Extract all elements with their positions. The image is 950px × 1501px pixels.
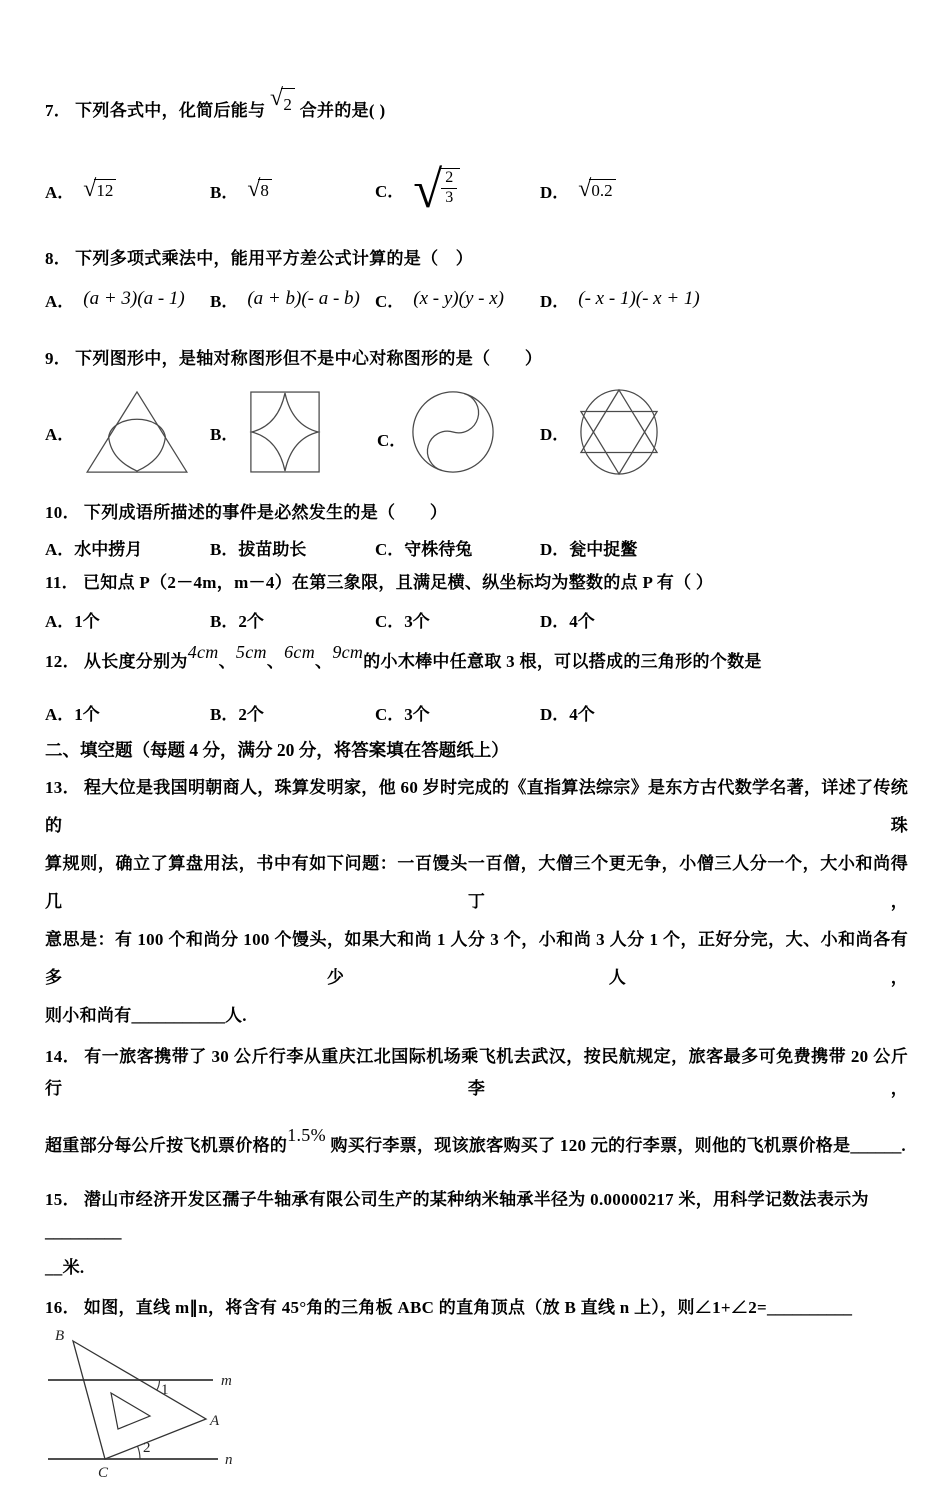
sqrt-12-expression xyxy=(83,176,116,202)
q14-text-line2b: 购买行李票，现该旅客购买了 120 元的行李票，则他的飞机票价格是 xyxy=(330,1136,851,1155)
polynomial-expression: (a + 3)(a - 1) xyxy=(83,288,185,309)
q12-number: 12． xyxy=(45,652,80,671)
label-C: C xyxy=(98,1465,109,1481)
question-16 xyxy=(45,1292,908,1501)
q12-option-d: D．4个 xyxy=(540,704,595,724)
q14-period: . xyxy=(901,1136,906,1155)
question-13 xyxy=(45,769,908,1035)
q15-line2: __米. xyxy=(45,1258,85,1277)
q13-line3: 意思是：有 100 个和尚分 100 个馒头，如果大和尚 1 人分 3 个，小和尚 3 人分 1 个，正好分完，大、小和尚各有多少人， xyxy=(45,930,908,987)
q9-option-d xyxy=(540,388,660,476)
radical-sign: √ xyxy=(413,160,443,219)
parallel-lines-triangle-figure xyxy=(33,1326,908,1501)
separator: 、 xyxy=(315,652,333,671)
q14-line1 xyxy=(45,1041,908,1105)
sqrt-0.2-expression xyxy=(578,176,615,202)
q7-option-b xyxy=(210,178,375,203)
answer-blank: ___________ xyxy=(131,1006,225,1025)
triangle-with-inscribed-curve-figure xyxy=(83,388,191,476)
q7-text1: 下列各式中，化简后能与 xyxy=(75,101,266,120)
radicand: 2 xyxy=(281,88,295,120)
radicand: 12 xyxy=(94,179,116,201)
q13-number: 13． xyxy=(45,778,80,797)
q9-option-a xyxy=(45,388,210,476)
q13-line2: 算规则，确立了算盘用法，书中有如下问题：一百馒头一百僧，大僧三个更无争，小僧三人分一个，大小和尚得几丁， xyxy=(45,854,908,911)
length-value: 5cm xyxy=(235,642,267,662)
q11-number: 11． xyxy=(45,573,79,592)
rate-value: 1.5% xyxy=(287,1125,326,1145)
q13-text-line4a: 则小和尚有 xyxy=(45,1006,132,1025)
answer-blank: ______ xyxy=(850,1136,902,1155)
q7-option-a xyxy=(45,178,210,203)
square-with-four-point-star-figure xyxy=(247,388,323,476)
q8-number: 8． xyxy=(45,249,72,268)
q15-line1 xyxy=(45,1184,908,1248)
q16-number: 16． xyxy=(45,1298,80,1317)
option-label: D． xyxy=(540,182,570,202)
q10-text: 下列成语所描述的事件是必然发生的是（ ） xyxy=(83,503,448,522)
q7-option-d xyxy=(540,178,616,203)
q12-option-b: B．2个 xyxy=(210,704,264,724)
sqrt-8-expression xyxy=(247,176,272,202)
q9-stem xyxy=(45,344,908,374)
q12-text1: 从长度分别为 xyxy=(83,652,188,671)
sqrt-2-expression xyxy=(269,85,295,120)
option-label: D． xyxy=(540,291,570,311)
question-7 xyxy=(45,85,908,219)
section-2-title: 二、填空题（每题 4 分，满分 20 分，将答案填在答题纸上） xyxy=(45,740,509,760)
q11-text: 已知点 P（2－4m，m－4）在第三象限，且满足横、纵坐标均为整数的点 P 有（ ） xyxy=(82,573,714,592)
q9-text: 下列图形中，是轴对称图形但不是中心对称图形的是（ ） xyxy=(75,349,543,368)
q8-option-d xyxy=(540,287,700,312)
q7-options xyxy=(45,162,908,218)
length-value: 4cm xyxy=(187,642,219,662)
q8-option-c xyxy=(375,287,540,312)
question-8 xyxy=(45,244,908,316)
angle-2-arc xyxy=(138,1446,141,1459)
question-11 xyxy=(45,568,908,634)
option-label: A． xyxy=(45,182,75,202)
q11-option-b: B．2个 xyxy=(210,611,264,631)
answer-blank: _________ xyxy=(45,1222,122,1241)
polynomial-expression: (a + b)(- a - b) xyxy=(247,288,360,309)
radical-sign: √ xyxy=(247,176,261,202)
option-label: C． xyxy=(375,291,405,311)
q9-options xyxy=(45,386,908,478)
question-12 xyxy=(45,644,908,727)
hexagram-in-circle-figure xyxy=(578,388,660,476)
label-angle-1: 1 xyxy=(161,1382,169,1398)
separator: 、 xyxy=(266,652,285,671)
q13-line4 xyxy=(45,997,908,1035)
option-label: D． xyxy=(540,424,570,444)
q12-option-a: A．1个 xyxy=(45,704,100,724)
q7-text2: 合并的是( ) xyxy=(299,101,386,120)
label-n: n xyxy=(225,1452,233,1468)
option-label: A． xyxy=(45,424,75,444)
q8-option-b xyxy=(210,287,375,312)
q14-text-line2a: 超重部分每公斤按飞机票价格的 xyxy=(45,1136,288,1155)
yin-yang-figure xyxy=(409,388,497,476)
q10-option-b: B．拔苗助长 xyxy=(210,539,307,559)
q10-number: 10． xyxy=(45,503,80,522)
q7-option-c xyxy=(375,160,540,219)
q11-option-d: D．4个 xyxy=(540,611,595,631)
q8-options xyxy=(45,282,908,316)
q11-option-a: A．1个 xyxy=(45,611,100,631)
radicand: 0.2 xyxy=(589,179,615,201)
option-label: B． xyxy=(210,424,239,444)
fraction-numerator: 2 xyxy=(441,170,457,189)
label-m: m xyxy=(221,1373,232,1389)
q11-stem xyxy=(45,568,908,598)
q16-text: 如图，直线 m∥n，将含有 45°角的三角板 ABC 的直角顶点（放 B 直线 n 上），则∠1+∠2= xyxy=(83,1298,767,1317)
triangle-abc xyxy=(73,1341,206,1459)
q13-line1 xyxy=(45,769,908,845)
separator: 、 xyxy=(218,652,236,671)
radicand: 8 xyxy=(258,179,272,201)
fraction xyxy=(441,170,457,207)
q13-text-line4b: 人. xyxy=(225,1006,247,1025)
q16-stem xyxy=(45,1292,908,1324)
q10-option-a: A．水中捞月 xyxy=(45,539,143,559)
q14-line2 xyxy=(45,1125,908,1162)
question-14 xyxy=(45,1041,908,1162)
q10-option-c: C．守株待兔 xyxy=(375,539,473,559)
inner-triangle-cutout xyxy=(111,1393,150,1429)
sqrt-fraction-expression xyxy=(413,160,460,219)
fraction-denominator: 3 xyxy=(445,188,454,206)
q8-option-a xyxy=(45,287,210,312)
q9-option-b xyxy=(210,388,375,476)
length-value: 9cm xyxy=(332,642,364,662)
label-angle-2: 2 xyxy=(143,1440,151,1456)
option-label: A． xyxy=(45,291,75,311)
polynomial-expression: (x - y)(y - x) xyxy=(413,288,504,309)
question-9 xyxy=(45,344,908,478)
q11-options xyxy=(45,604,908,634)
length-value: 6cm xyxy=(284,642,316,662)
q12-stem xyxy=(45,644,908,679)
q10-options xyxy=(45,532,908,562)
q11-option-c: C．3个 xyxy=(375,611,430,631)
q14-number: 14． xyxy=(45,1047,81,1066)
q7-number: 7． xyxy=(45,101,72,120)
answer-blank: __________ xyxy=(766,1298,852,1317)
q10-stem xyxy=(45,498,908,528)
angle-1-arc xyxy=(157,1380,160,1390)
q13-text-line1: 程大位是我国明朝商人，珠算发明家，他 60 岁时完成的《直指算法综宗》是东方古代数学名著，详述了传统的珠 xyxy=(45,778,908,835)
q12-option-c: C．3个 xyxy=(375,704,430,724)
q8-stem xyxy=(45,244,908,274)
question-15 xyxy=(45,1184,908,1284)
label-B: B xyxy=(55,1328,65,1344)
q7-stem xyxy=(45,85,908,128)
label-A: A xyxy=(210,1413,220,1429)
q12-text2: 的小木棒中任意取 3 根，可以搭成的三角形的个数是 xyxy=(363,652,762,671)
q9-number: 9． xyxy=(45,349,72,368)
q15-text-line1: 潜山市经济开发区孺子牛轴承有限公司生产的某种纳米轴承半径为 0.00000217 米，用科学记数法表示为 xyxy=(83,1190,869,1209)
question-10 xyxy=(45,498,908,562)
option-label: C． xyxy=(377,431,407,450)
option-label: C． xyxy=(375,182,405,202)
radical-sign: √ xyxy=(269,85,284,111)
option-label: B． xyxy=(210,291,239,311)
option-label: B． xyxy=(210,182,239,202)
radical-sign: √ xyxy=(578,176,592,202)
q8-text: 下列多项式乘法中，能用平方差公式计算的是（ ） xyxy=(75,249,474,268)
q15-number: 15． xyxy=(45,1190,80,1209)
q10-option-d: D．瓮中捉鳖 xyxy=(540,539,638,559)
q12-options xyxy=(45,697,908,727)
q14-text-line1: 有一旅客携带了 30 公斤行李从重庆江北国际机场乘飞机去武汉，按民航规定，旅客最多可免费携带 20 公斤行李， xyxy=(45,1047,908,1098)
polynomial-expression: (- x - 1)(- x + 1) xyxy=(578,288,700,309)
radical-sign: √ xyxy=(83,176,97,202)
